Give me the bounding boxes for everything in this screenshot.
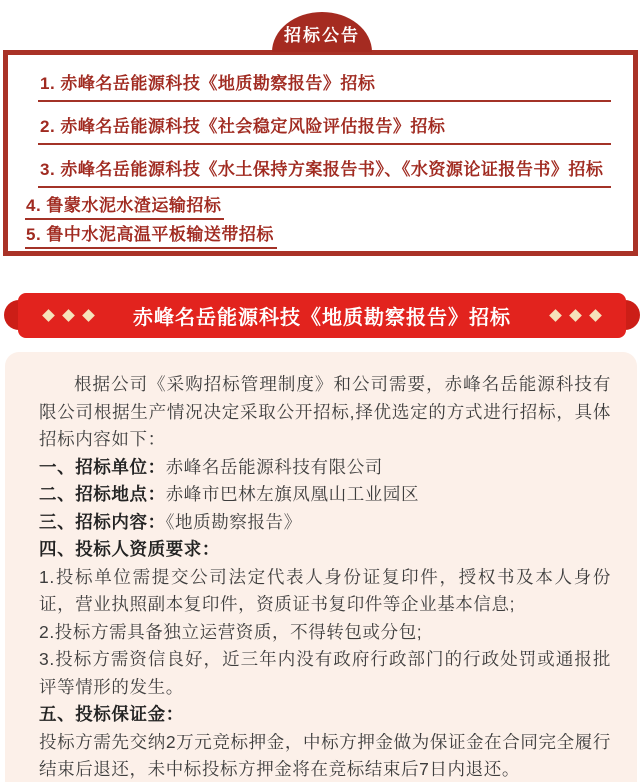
tender-list-item-2[interactable]: 2. 赤峰名岳能源科技《社会稳定风险评估报告》招标 — [38, 114, 611, 145]
diamond-icon — [82, 309, 95, 322]
tender-list-item-3[interactable]: 3. 赤峰名岳能源科技《水土保持方案报告书》、《水资源论证报告书》招标 — [38, 157, 611, 188]
diamond-icon — [549, 309, 562, 322]
field-value: 赤峰市巴林左旗凤凰山工业园区 — [165, 484, 420, 504]
intro-paragraph: 根据公司《采购招标管理制度》和公司需要，赤峰名岳能源科技有限公司根据生产情况决定采取公开招标,择优选定的方式进行招标，具体招标内容如下： — [39, 374, 611, 449]
field-label: 三、招标内容： — [39, 511, 166, 532]
field-tender-content — [39, 509, 611, 537]
field-tender-unit — [39, 454, 611, 482]
tender-list-item-4[interactable]: 4. 鲁蒙水泥水渣运输招标 — [25, 196, 224, 220]
section4-item-2: 2.投标方需具备独立运营资质，不得转包或分包; — [39, 621, 423, 642]
section4-heading: 四、投标人资质要求： — [39, 539, 220, 559]
content-panel — [5, 352, 637, 782]
diamond-icon — [62, 309, 75, 322]
section-banner — [18, 293, 626, 338]
diamond-decor-left — [44, 311, 93, 320]
announcement-badge-label: 招标公告 — [284, 26, 360, 45]
diamond-icon — [42, 309, 55, 322]
tender-list-item-1[interactable]: 1. 赤峰名岳能源科技《地质勘察报告》招标 — [38, 71, 611, 102]
diamond-icon — [589, 309, 602, 322]
field-label: 一、招标单位： — [39, 456, 166, 477]
section4-item-1: 1.投标单位需提交公司法定代表人身份证复印件，授权书及本人身份证，营业执照副本复印件，资质证书复印件等企业基本信息; — [39, 566, 611, 614]
field-value: 《地质勘察报告》 — [165, 511, 302, 532]
announcement-badge — [272, 12, 372, 52]
diamond-icon — [569, 309, 582, 322]
tender-list-item-5[interactable]: 5. 鲁中水泥高温平板输送带招标 — [25, 225, 277, 249]
section4-item-3: 3.投标方需资信良好，近三年内没有政府行政部门的行政处罚或通报批评等情形的发生。 — [39, 649, 611, 697]
field-value: 赤峰名岳能源科技有限公司 — [165, 456, 383, 477]
field-tender-location — [39, 481, 611, 509]
section5-heading: 五、投标保证金： — [39, 704, 184, 724]
tender-list-box — [3, 50, 638, 256]
diamond-decor-right — [551, 311, 600, 320]
section5-body: 投标方需先交纳2万元竞标押金，中标方押金做为保证金在合同完全履行结束后退还，未中标投标方押金将在竞标结束后7日内退还。 — [39, 731, 611, 779]
banner-title: 赤峰名岳能源科技《地质勘察报告》招标 — [133, 307, 511, 329]
field-label: 二、招标地点： — [39, 484, 166, 504]
